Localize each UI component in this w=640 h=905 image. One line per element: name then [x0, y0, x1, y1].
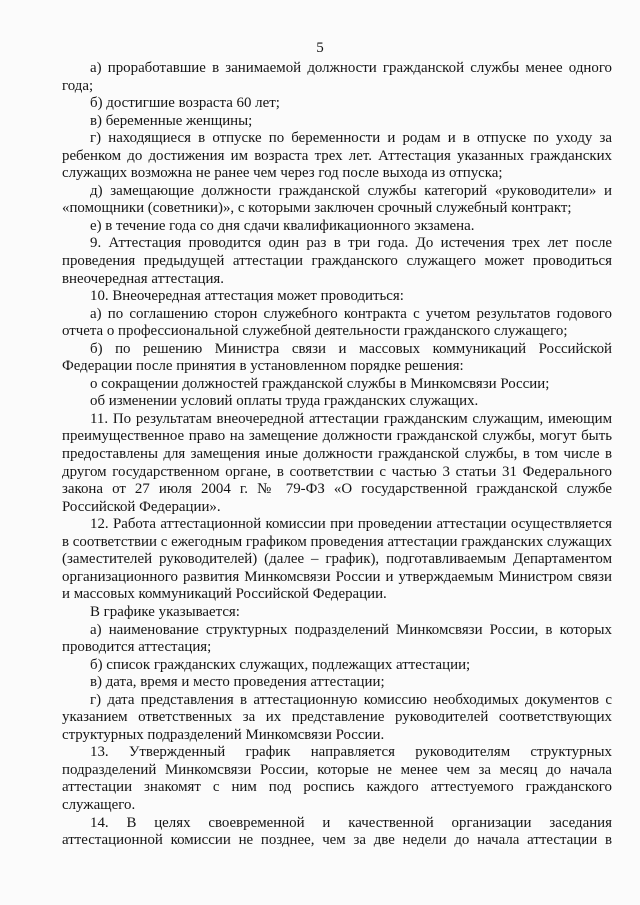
- paragraph-9: 9. Аттестация проводится один раз в три года. До истечения трех лет после проведения предыдущей аттестации гражданского служащего может проводиться внеочередная аттестация.: [62, 235, 612, 287]
- paragraph-schedule-a: а) наименование структурных подразделений Минкомсвязи России, в которых проводится аттестация;: [62, 621, 612, 656]
- paragraph-10-a: а) по соглашению сторон служебного контракта с учетом результатов годового отчета о профессиональной служебной деятельности гражданского служащего;: [62, 305, 612, 340]
- paragraph-10: 10. Внеочередная аттестация может проводиться:: [90, 288, 404, 305]
- paragraph-14: 14. В целях своевременной и качественной организации заседания аттестационной комиссии не позднее, чем за две недели до начала аттестации в: [62, 814, 612, 849]
- paragraph-schedule-intro: В графике указывается:: [90, 603, 240, 620]
- paragraph-13: 13. Утвержденный график направляется руководителям структурных подразделений Минкомсвязи России, которые не менее чем за месяц до начала аттестации знакомят с ним под роспись каждого аттестуемого гражданского служащего.: [62, 744, 612, 813]
- paragraph-schedule-v: в) дата, время и место проведения аттестации;: [90, 674, 385, 691]
- paragraph-subitem-v: в) беременные женщины;: [90, 112, 253, 129]
- paragraph-subitem-d: д) замещающие должности гражданской службы категорий «руководители» и «помощники (советники)», с которыми заключен срочный служебный контракт;: [62, 182, 612, 217]
- paragraph-10-b-2: об изменении условий оплаты труда гражданских служащих.: [90, 393, 479, 410]
- paragraph-schedule-b: б) список гражданских служащих, подлежащих аттестации;: [90, 656, 471, 673]
- paragraph-11: 11. По результатам внеочередной аттестации гражданским служащим, имеющим преимущественное право на замещение должности гражданской службы, могут быть предоставлены для замещения иные должности гражданской службы, в том числе в другом государственном органе, в соответствии с частью 3 статьи 31 Федерального закона от 27 июля 2004 г. № 79-ФЗ «О государственной гражданской службе Российской Федерации».: [62, 410, 612, 515]
- paragraph-subitem-a: а) проработавшие в занимаемой должности гражданской службы менее одного года;: [62, 60, 612, 94]
- paragraph-schedule-g: г) дата представления в аттестационную комиссию необходимых документов с указанием ответственных за их представление руководителей соответствующих структурных подразделений Минкомсвязи России.: [62, 691, 612, 743]
- document-body: [62, 60, 612, 850]
- page-number: 5: [316, 40, 324, 56]
- paragraph-subitem-b: б) достигшие возраста 60 лет;: [90, 95, 280, 112]
- paragraph-10-b: б) по решению Министра связи и массовых коммуникаций Российской Федерации после принятия в установленном порядке решения:: [62, 340, 612, 375]
- paragraph-12: 12. Работа аттестационной комиссии при проведении аттестации осуществляется в соответствии с ежегодным графиком проведения аттестации гражданских служащих (заместителей руководителей) (далее – график), подготавливаемым Департаментом организационного развития Минкомсвязи России и утверждаемым Министром связи и массовых коммуникаций Российской Федерации.: [62, 516, 612, 603]
- paragraph-subitem-g: г) находящиеся в отпуске по беременности и родам и в отпуске по уходу за ребенком до достижения им возраста трех лет. Аттестация указанных гражданских служащих возможна не ранее чем через год после выхода из отпуска;: [62, 130, 612, 182]
- paragraph-10-b-1: о сокращении должностей гражданской службы в Минкомсвязи России;: [90, 375, 550, 392]
- paragraph-subitem-e: е) в течение года со дня сдачи квалификационного экзамена.: [90, 217, 475, 234]
